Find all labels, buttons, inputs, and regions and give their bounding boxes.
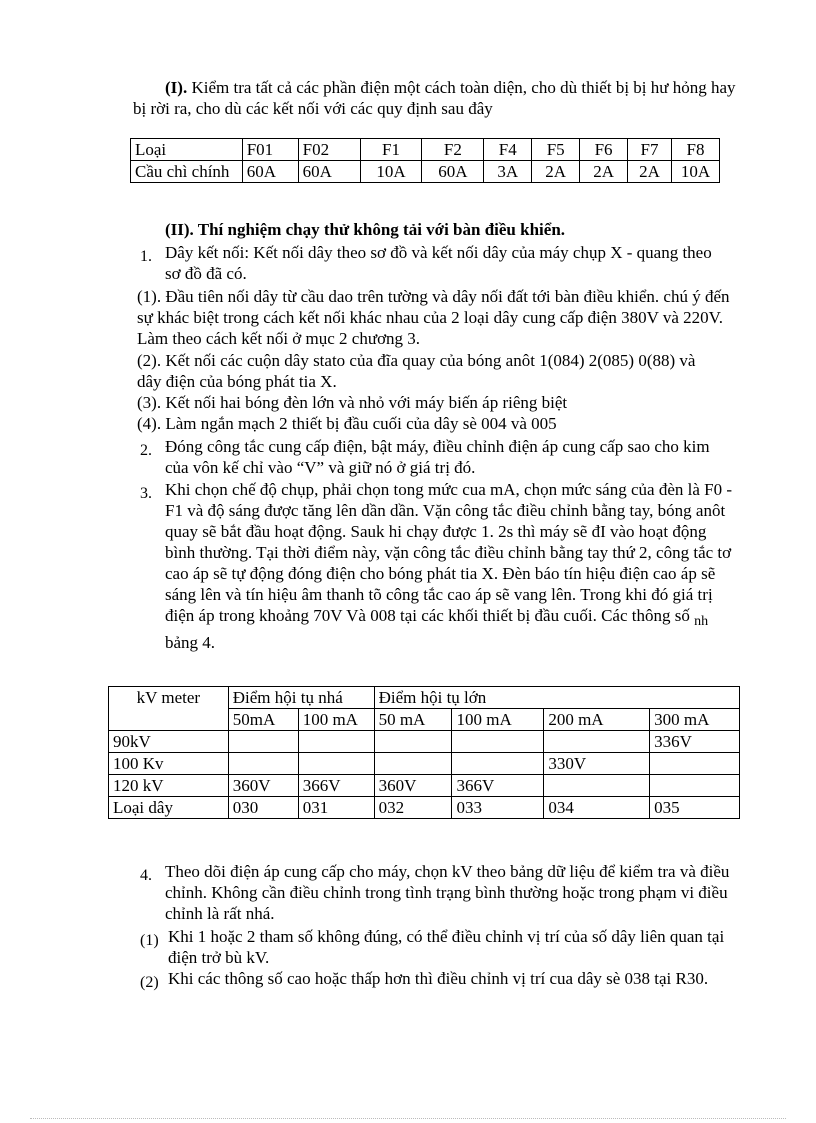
- kv-cell: 100 Kv: [109, 753, 229, 775]
- kv-corner-cell: kV meter: [109, 687, 229, 731]
- item-4-number: 4.: [140, 867, 152, 884]
- fuse-cell: 60A: [242, 161, 298, 183]
- kv-subheader-cell: 50 mA: [374, 709, 452, 731]
- kv-cell: 330V: [544, 753, 650, 775]
- kv-row: [109, 775, 740, 797]
- kv-cell: [374, 731, 452, 753]
- kv-cell: [298, 731, 374, 753]
- kv-table: [108, 686, 740, 819]
- fuse-cell: 2A: [580, 161, 628, 183]
- fuse-header-cell: F1: [360, 139, 422, 161]
- fuse-header-cell: F2: [422, 139, 484, 161]
- fuse-cell: 10A: [360, 161, 422, 183]
- kv-row: [109, 731, 740, 753]
- kv-cell: 366V: [452, 775, 544, 797]
- item-4-sub-1-number: (1): [140, 932, 159, 949]
- fuse-header-cell: F02: [298, 139, 360, 161]
- item-1-sub-4: (4). Làm ngắn mạch 2 thiết bị đầu cuối của dây sè 004 và 005: [137, 414, 557, 433]
- fuse-table-header-row: [131, 139, 720, 161]
- kv-group-large: Điểm hội tụ lớn: [374, 687, 739, 709]
- item-3-paragraph: [165, 479, 737, 653]
- kv-cell: 366V: [298, 775, 374, 797]
- item-1-sub-2: (2). Kết nối các cuộn dây stato của đĩa quay của bóng anôt 1(084) 2(085) 0(88) và dây điện của bóng phát tia X.: [137, 351, 696, 391]
- item-2-number: 2.: [140, 442, 152, 459]
- item-3-number: 3.: [140, 485, 152, 502]
- kv-cell: 035: [650, 797, 740, 819]
- kv-cell: [228, 731, 298, 753]
- kv-cell: [298, 753, 374, 775]
- item-1-sub-1: (1). Đầu tiên nối dây từ cầu dao trên tường và dây nối đất tới bàn điều khiển. chú ý đến sự khác biệt trong cách kết nối khác nhau của 2 loại dây cung cấp điện 380V và 220V. Làm theo cách kết nối ở mục 2 chương 3.: [137, 287, 730, 348]
- item-4-sub-2-text: Khi các thông số cao hoặc thấp hơn thì điều chỉnh vị trí cua dây sè 038 tại R30.: [168, 969, 709, 988]
- item-1-sub-3: (3). Kết nối hai bóng đèn lớn và nhỏ với máy biến áp riêng biệt: [137, 393, 568, 412]
- kv-cell: 030: [228, 797, 298, 819]
- kv-cell: [544, 731, 650, 753]
- kv-row: [109, 753, 740, 775]
- kv-cell: 336V: [650, 731, 740, 753]
- kv-cell: 032: [374, 797, 452, 819]
- item-4-sub-2-number: (2): [140, 974, 159, 991]
- item-4-sub-1-text: Khi 1 hoặc 2 tham số không đúng, có thể điều chỉnh vị trí của số dây liên quan tại điện trở bù kV.: [168, 927, 725, 967]
- fuse-header-cell: F01: [242, 139, 298, 161]
- kv-cell: 360V: [374, 775, 452, 797]
- section-2-heading: (II). Thí nghiệm chạy thử không tải với bàn điều khiển.: [165, 220, 566, 239]
- section-1-paragraph: [133, 77, 739, 119]
- fuse-table-row: [131, 161, 720, 183]
- fuse-header-cell: Loại: [131, 139, 243, 161]
- kv-cell: 90kV: [109, 731, 229, 753]
- fuse-cell: 2A: [532, 161, 580, 183]
- item-2-text: Đóng công tắc cung cấp điện, bật máy, điều chỉnh điện áp cung cấp sao cho kim của vôn kế chỉ vào “V” và giữ nó ở giá trị đó.: [165, 437, 710, 477]
- item-1-text: Dây kết nối: Kết nối dây theo sơ đồ và kết nối dây của máy chụp X - quang theo sơ đồ đã có.: [165, 243, 712, 283]
- kv-subheader-cell: 200 mA: [544, 709, 650, 731]
- kv-cell: [374, 753, 452, 775]
- item-3-end: bảng 4.: [165, 633, 216, 652]
- kv-cell: 360V: [228, 775, 298, 797]
- kv-cell: [650, 775, 740, 797]
- item-1-number: 1.: [140, 248, 152, 265]
- fuse-cell: Cầu chì chính: [131, 161, 243, 183]
- kv-cell: [650, 753, 740, 775]
- fuse-cell: 10A: [671, 161, 719, 183]
- fuse-header-cell: F5: [532, 139, 580, 161]
- kv-cell: 120 kV: [109, 775, 229, 797]
- page-bottom-divider: [30, 1118, 786, 1119]
- item-3-text: Khi chọn chế độ chụp, phải chọn tong mức cua mA, chọn mức sáng của đèn là F0 - F1 và độ sáng được tăng lên dần dần. Vặn công tắc điều chỉnh bằng tay, bóng anôt quay sẽ bắt đầu hoạt động. Sauk hi chạy được 1. 2s thì máy sẽ đI vào hoạt động bình thường. Tại thời điểm này, vặn công tắc điều chỉnh bằng tay thứ 2, công tắc tơ cao áp sẽ tự động đóng điện cho bóng phát tia X. Đèn báo tín hiệu điện cao áp sẽ sáng lên và tín hiệu âm thanh tõ công tắc cao áp sẽ vang lên. Trong khi đó giá trị điện áp trong khoảng 70V Và 008 tại các khối thiết bị đầu cuối. Các thông số: [165, 480, 733, 625]
- kv-row: [109, 797, 740, 819]
- fuse-header-cell: F4: [484, 139, 532, 161]
- kv-cell: Loại dây: [109, 797, 229, 819]
- fuse-header-cell: F6: [580, 139, 628, 161]
- kv-cell: [544, 775, 650, 797]
- fuse-cell: 60A: [298, 161, 360, 183]
- fuse-header-cell: F7: [628, 139, 672, 161]
- item-3-subscript: nh: [694, 614, 709, 629]
- fuse-cell: 2A: [628, 161, 672, 183]
- fuse-cell: 60A: [422, 161, 484, 183]
- kv-cell: [452, 753, 544, 775]
- kv-subheader-cell: 100 mA: [298, 709, 374, 731]
- kv-subheader-cell: 50mA: [228, 709, 298, 731]
- kv-cell: 031: [298, 797, 374, 819]
- kv-cell: 033: [452, 797, 544, 819]
- section-1-heading: (I).: [165, 78, 188, 97]
- fuse-header-cell: F8: [671, 139, 719, 161]
- kv-subheader-cell: 300 mA: [650, 709, 740, 731]
- kv-cell: 034: [544, 797, 650, 819]
- section-1-text: Kiểm tra tất cả các phần điện một cách toàn diện, cho dù thiết bị bị hư hỏng hay bị rời ra, cho dù các kết nối với các quy định sau đây: [133, 78, 736, 118]
- kv-header-row: [109, 687, 740, 709]
- kv-group-small: Điểm hội tụ nhá: [228, 687, 374, 709]
- fuse-table: [130, 138, 720, 183]
- fuse-cell: 3A: [484, 161, 532, 183]
- kv-cell: [228, 753, 298, 775]
- kv-subheader-cell: 100 mA: [452, 709, 544, 731]
- kv-cell: [452, 731, 544, 753]
- item-4-text: Theo dõi điện áp cung cấp cho máy, chọn kV theo bảng dữ liệu để kiểm tra và điều chỉnh. Không cần điều chỉnh trong tình trạng bình thường hoặc trong phạm vi điều chỉnh là rất nhá.: [165, 862, 730, 923]
